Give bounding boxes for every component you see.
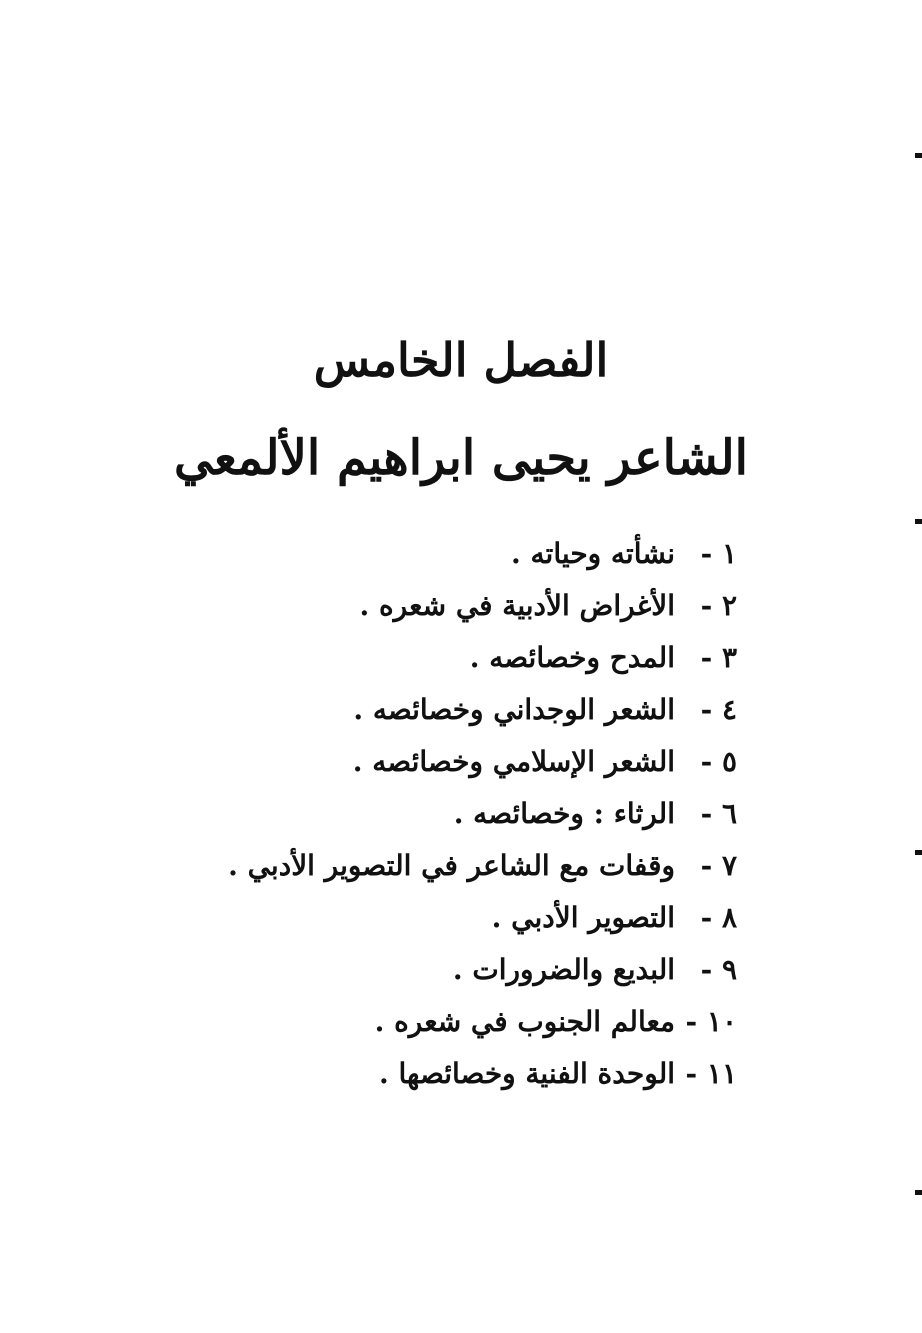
list-item [177,580,737,632]
scan-edge-mark [915,1190,922,1195]
item-text: المدح وخصائصه . [469,641,675,674]
list-item [177,684,737,736]
list-item [177,736,737,788]
item-number: ٢ - [700,589,737,622]
list-item [177,996,737,1048]
chapter-subtitle: الشاعر يحيى ابراهيم الألمعي [173,430,748,486]
item-number: ٦ - [700,797,737,830]
list-item [177,840,737,892]
item-text: معالم الجنوب في شعره . [374,1005,675,1038]
item-number: ٨ - [700,901,737,934]
item-text: التصوير الأدبي . [491,901,675,934]
item-text: الشعر الإسلامي وخصائصه . [352,745,675,778]
item-number: ٥ - [700,745,737,778]
item-number: ٤ - [700,693,737,726]
item-number: ٣ - [700,641,737,674]
item-number: ٩ - [700,953,737,986]
list-item [177,788,737,840]
scan-edge-mark [915,153,922,158]
item-number: ١٠ - [685,1005,737,1038]
table-of-contents [177,528,737,1100]
chapter-title: الفصل الخامس [313,333,609,387]
list-item [177,944,737,996]
item-number: ١١ - [685,1057,737,1090]
item-text: الوحدة الفنية وخصائصها . [379,1057,675,1090]
item-text: الشعر الوجداني وخصائصه . [353,693,675,726]
list-item [177,632,737,684]
list-item [177,892,737,944]
item-text: نشأته وحياته . [511,537,675,570]
item-text: البديع والضرورات . [452,953,675,986]
list-item [177,528,737,580]
scan-edge-mark [915,519,922,524]
item-text: الأغراض الأدبية في شعره . [359,589,675,622]
list-item [177,1048,737,1100]
item-number: ١ - [700,537,737,570]
item-text: وقفات مع الشاعر في التصوير الأدبي . [228,849,675,882]
scan-edge-mark [915,850,922,855]
item-number: ٧ - [700,849,737,882]
item-text: الرثاء : وخصائصه . [453,797,675,830]
